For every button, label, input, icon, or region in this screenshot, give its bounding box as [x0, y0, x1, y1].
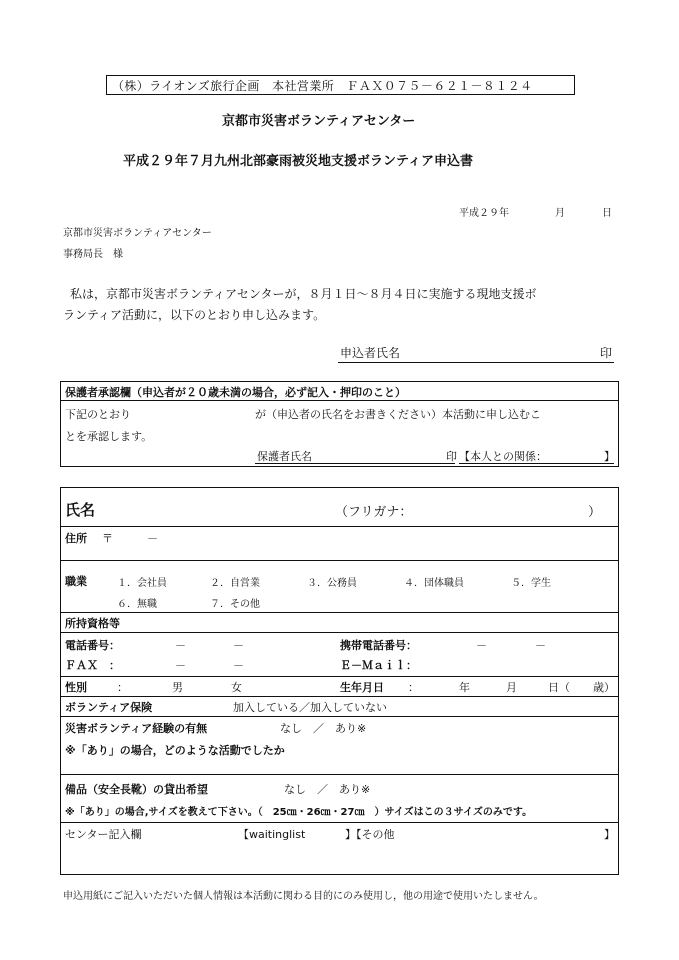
- applicant-name-field[interactable]: [338, 362, 614, 363]
- furigana-close: ）: [588, 505, 602, 520]
- gender-female[interactable]: 女: [231, 681, 242, 694]
- divider: [61, 612, 618, 613]
- applicant-name-label: 申込者氏名: [340, 346, 401, 360]
- occupation-label: 職業: [65, 575, 87, 588]
- center-title: 京都市災害ボランティアセンター: [222, 114, 416, 129]
- divider: [61, 632, 618, 633]
- mobile-label: 携帯電話番号：: [340, 639, 417, 652]
- occupation-option-7[interactable]: ７．その他: [210, 599, 260, 610]
- phone-label: 電話番号：: [65, 639, 120, 652]
- addressee-line2: 事務局長 様: [63, 249, 123, 260]
- occupation-option-3[interactable]: ３．公務員: [307, 578, 357, 589]
- divider: [61, 676, 618, 677]
- furigana-label: （フリガナ：: [335, 505, 413, 520]
- fax-dash-1: －: [175, 659, 186, 672]
- date-month: 月: [555, 208, 565, 219]
- address-label: 住所: [65, 532, 87, 545]
- date-day: 日: [602, 208, 612, 219]
- other-close: 】: [604, 828, 615, 841]
- insurance-label: ボランティア保険: [65, 701, 153, 714]
- waiting-list: 【waitinglist: [238, 828, 306, 841]
- divider: [61, 716, 618, 717]
- center-use-label: センター記入欄: [65, 828, 142, 841]
- divider: [61, 774, 618, 775]
- birthdate-colon: ：: [408, 681, 419, 694]
- birth-month: 月: [506, 681, 517, 694]
- occupation-option-6[interactable]: ６．無職: [117, 599, 157, 610]
- guardian-name-label: 保護者氏名: [257, 450, 312, 463]
- gender-label: 性別: [65, 681, 87, 694]
- divider: [61, 400, 618, 401]
- birthdate-label: 生年月日: [340, 681, 384, 694]
- form-title: 平成２９年７月九州北部豪雨被災地支援ボランティア申込書: [123, 154, 473, 169]
- intro-line2: ランティア活動に，以下のとおり申し込みます。: [63, 308, 326, 322]
- birth-day: 日（: [548, 681, 570, 694]
- insurance-options[interactable]: 加入している／加入していない: [233, 701, 387, 714]
- mobile-dash-1: －: [476, 639, 487, 652]
- experience-options[interactable]: なし ／ あり※: [280, 722, 367, 735]
- email-label: Ｅ－Ｍａｉｌ：: [340, 659, 417, 672]
- name-label: 氏名: [65, 501, 96, 519]
- postal-mark: 〒: [102, 532, 113, 545]
- rental-size-note: ※「あり」の場合,サイズを教えて下さい。（ 25㎝・26㎝・27㎝ ）サイズはこの３サイズのみです。: [65, 807, 533, 818]
- guardian-line2: とを承認します。: [65, 430, 153, 443]
- fax-line: （株）ライオンズ旅行企画 本社営業所 ＦＡＸ０７５－６２１－８１２４: [112, 79, 533, 93]
- rental-options[interactable]: なし ／ あり※: [284, 783, 371, 796]
- guardian-name-field[interactable]: [255, 463, 455, 464]
- experience-note: ※「あり」の場合，どのような活動でしたか: [65, 744, 285, 757]
- divider: [61, 560, 618, 561]
- phone-dash-1: －: [175, 639, 186, 652]
- mobile-dash-2: －: [535, 639, 546, 652]
- occupation-option-2[interactable]: ２．自営業: [210, 578, 260, 589]
- guardian-line1b: が（申込者の氏名をお書きください）本活動に申し込むこ: [255, 408, 541, 421]
- applicant-seal: 印: [600, 346, 613, 360]
- other-open: 】【その他: [345, 828, 395, 841]
- guardian-relation-field[interactable]: [459, 463, 614, 464]
- privacy-footer: 申込用紙にご記入いただいた個人情報は本活動に関わる目的にのみ使用し，他の用途で使用いたしません。: [63, 891, 544, 902]
- divider: [61, 526, 618, 527]
- postal-dash: －: [147, 532, 158, 545]
- experience-label: 災害ボランティア経験の有無: [65, 722, 208, 735]
- gender-male[interactable]: 男: [172, 681, 183, 694]
- fax-label: ＦＡＸ ：: [65, 659, 120, 672]
- gender-colon: ：: [117, 681, 128, 694]
- occupation-option-4[interactable]: ４．団体職員: [404, 578, 464, 589]
- birth-year: 年: [459, 681, 470, 694]
- phone-dash-2: －: [233, 639, 244, 652]
- occupation-option-1[interactable]: １．会社員: [117, 578, 167, 589]
- guardian-seal: 印: [446, 450, 457, 463]
- intro-line1: 私は，京都市災害ボランティアセンターが，８月１日～８月４日に実施する現地支援ボ: [70, 287, 537, 301]
- rental-label: 備品（安全長靴）の貸出希望: [65, 783, 208, 796]
- date-era: 平成２９年: [459, 208, 509, 219]
- guardian-line1a: 下記のとおり: [65, 408, 131, 421]
- divider: [61, 696, 618, 697]
- fax-dash-2: －: [233, 659, 244, 672]
- addressee-line1: 京都市災害ボランティアセンター: [63, 228, 212, 239]
- age: 歳）: [593, 681, 615, 694]
- guardian-relation-close: 】: [604, 450, 615, 463]
- divider: [61, 822, 618, 823]
- guardian-header: 保護者承認欄（申込者が２０歳未満の場合，必ず記入・押印のこと）: [65, 386, 406, 399]
- qualifications-label: 所持資格等: [65, 617, 120, 630]
- occupation-option-5[interactable]: ５．学生: [511, 578, 551, 589]
- guardian-relation-open: 【本人との関係：: [459, 450, 547, 463]
